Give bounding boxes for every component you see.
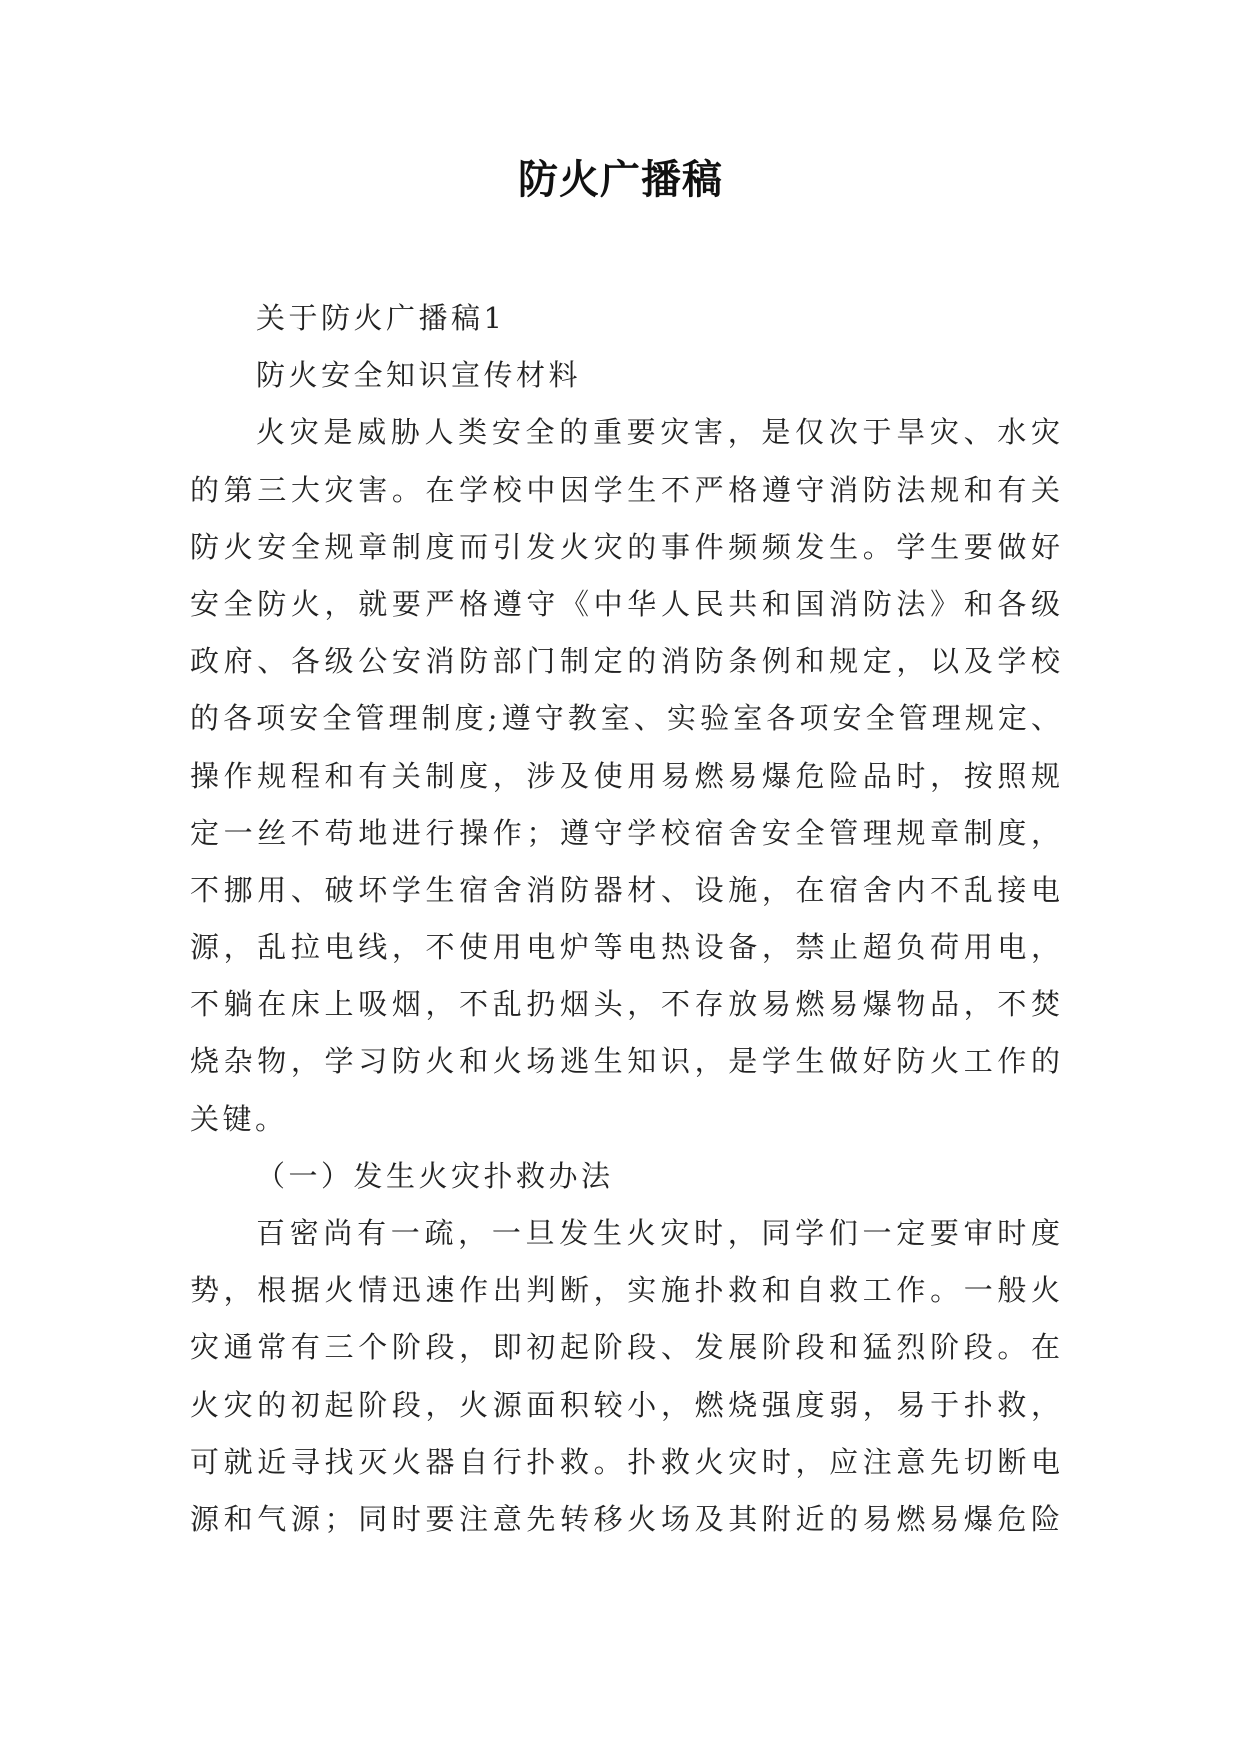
paragraph-line: 烧杂物，学习防火和火场逃生知识，是学生做好防火工作的	[190, 1044, 1060, 1079]
paragraph-line: 势，根据火情迅速作出判断，实施扑救和自救工作。一般火	[190, 1273, 1060, 1308]
paragraph-line: 不挪用、破坏学生宿舍消防器材、设施，在宿舍内不乱接电	[190, 872, 1060, 907]
paragraph-line: 源和气源；同时要注意先转移火场及其附近的易燃易爆危险	[190, 1501, 1060, 1536]
paragraph-line: 政府、各级公安消防部门制定的消防条例和规定，以及学校	[190, 644, 1060, 679]
paragraph-line: 火灾的初起阶段，火源面积较小，燃烧强度弱，易于扑救，	[190, 1387, 1060, 1422]
paragraph-line: 的各项安全管理制度;遵守教室、实验室各项安全管理规定、	[190, 701, 1060, 736]
paragraph-line: 灾通常有三个阶段，即初起阶段、发展阶段和猛烈阶段。在	[190, 1330, 1060, 1365]
paragraph-line: 防火安全规章制度而引发火灾的事件频频发生。学生要做好	[190, 529, 1060, 564]
document-body	[190, 290, 1060, 1548]
paragraph-line: 安全防火，就要严格遵守《中华人民共和国消防法》和各级	[190, 586, 1060, 621]
paragraph-line: 百密尚有一疏，一旦发生火灾时，同学们一定要审时度	[256, 1216, 1060, 1250]
paragraph-line: 火灾是威胁人类安全的重要灾害，是仅次于旱灾、水灾	[256, 415, 1060, 450]
section-heading: （一）发生火灾扑救办法	[256, 1158, 614, 1193]
section-heading: 关于防火广播稿1	[256, 301, 506, 335]
paragraph-line: 操作规程和有关制度，涉及使用易燃易爆危险品时，按照规	[190, 758, 1060, 793]
paragraph-line: 关键。	[190, 1101, 288, 1136]
paragraph-line: 可就近寻找灭火器自行扑救。扑救火灾时，应注意先切断电	[190, 1444, 1060, 1479]
document-title: 防火广播稿	[518, 157, 723, 203]
paragraph-line: 定一丝不苟地进行操作；遵守学校宿舍安全管理规章制度，	[190, 815, 1060, 850]
paragraph-line: 不躺在床上吸烟，不乱扔烟头，不存放易燃易爆物品，不焚	[190, 987, 1060, 1022]
paragraph-line: 源，乱拉电线，不使用电炉等电热设备，禁止超负荷用电，	[190, 930, 1060, 965]
paragraph-line: 的第三大灾害。在学校中因学生不严格遵守消防法规和有关	[190, 472, 1060, 507]
subheading: 防火安全知识宣传材料	[256, 358, 582, 393]
